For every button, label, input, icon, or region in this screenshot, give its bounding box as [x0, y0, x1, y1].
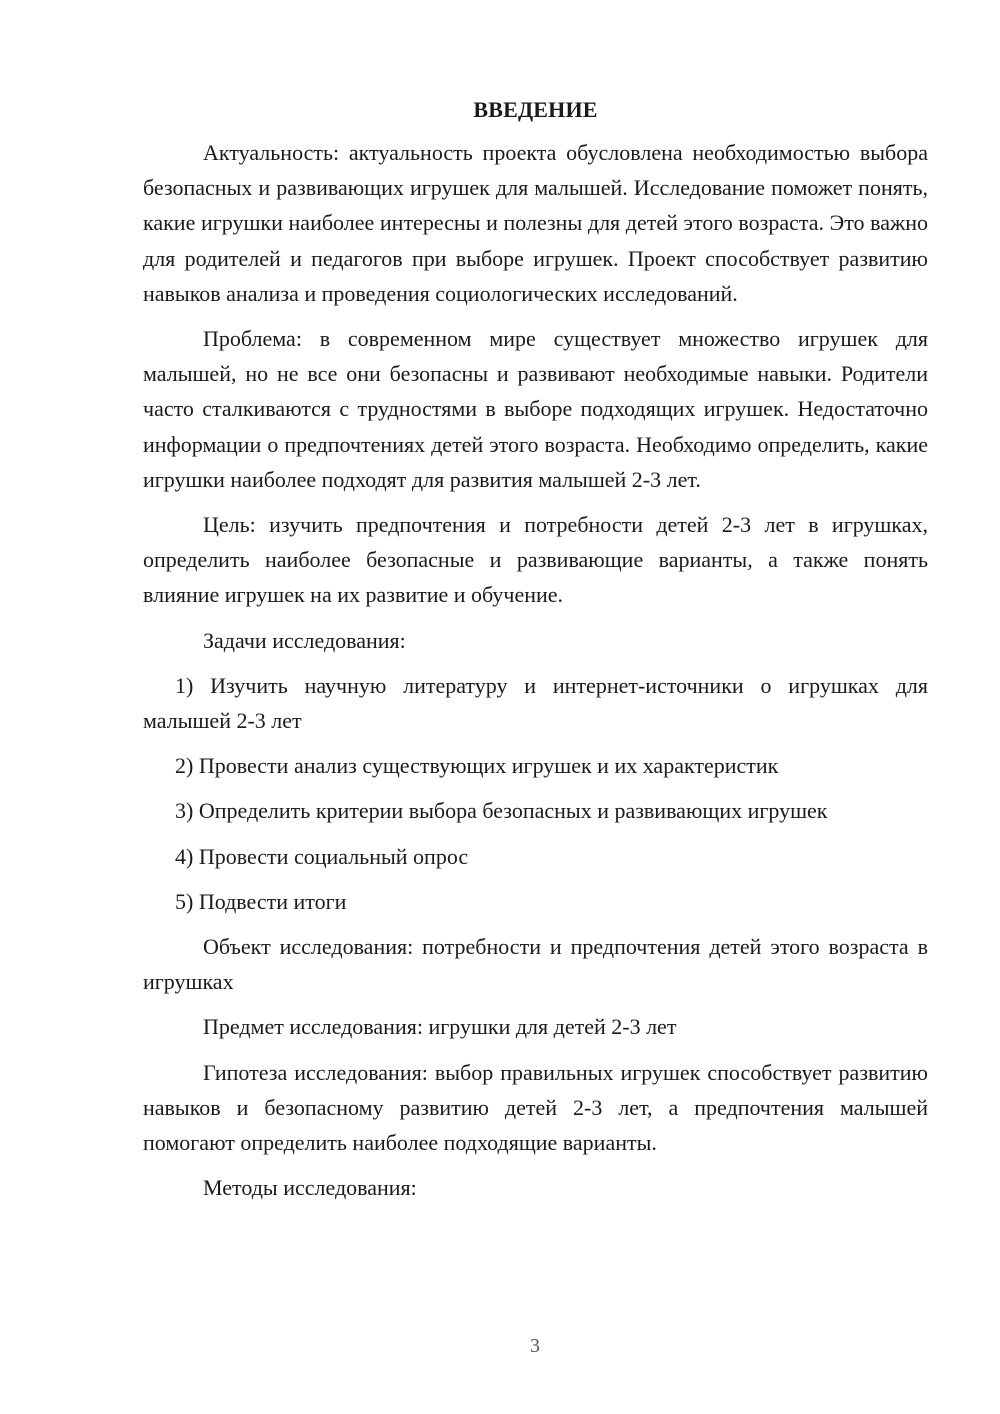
tasks-heading: Задачи исследования: — [203, 627, 406, 653]
task-item-5: 5) Подвести итоги — [175, 888, 347, 914]
task-item-1: 1) Изучить научную литературу и интернет-источники о игрушках для малышей 2-3 лет — [143, 672, 928, 734]
page-number: 3 — [530, 1335, 540, 1357]
methods-heading: Методы исследования: — [203, 1175, 417, 1201]
paragraph-goal: Цель: изучить предпочтения и потребности детей 2-3 лет в игрушках, определить наиболее безопасные и развивающие варианты, а также понять влияние игрушек на их развитие и обучение. — [143, 512, 928, 608]
paragraph-relevance: Актуальность: актуальность проекта обусловлена необходимостью выбора безопасных и развивающих игрушек для малышей. Исследование поможет понять, какие игрушки наиболее интересны и полезны для детей этого возраста. Это важно для родителей и педагогов при выборе игрушек. Проект способствует развитию навыков анализа и проведения социологических исследований. — [143, 140, 928, 306]
section-title: ВВЕДЕНИЕ — [473, 97, 598, 122]
task-item-3: 3) Определить критерии выбора безопасных и развивающих игрушек — [175, 798, 828, 824]
paragraph-problem: Проблема: в современном мире существует множество игрушек для малышей, но не все они безопасны и развивают необходимые навыки. Родители часто сталкиваются с трудностями в выборе подходящих игрушек. Недостаточно информации о предпочтениях детей этого возраста. Необходимо определить, какие игрушки наиболее подходят для развития малышей 2-3 лет. — [143, 326, 928, 492]
paragraph-hypothesis: Гипотеза исследования: выбор правильных игрушек способствует развитию навыков и безопасному развитию детей 2-3 лет, а предпочтения малышей помогают определить наиболее подходящие варианты. — [143, 1059, 928, 1156]
paragraph-object: Объект исследования: потребности и предпочтения детей этого возраста в игрушках — [143, 934, 928, 995]
page-content — [143, 92, 928, 1215]
task-item-2: 2) Провести анализ существующих игрушек и их характеристик — [175, 753, 779, 779]
task-item-4: 4) Провести социальный опрос — [175, 843, 469, 869]
paragraph-subject: Предмет исследования: игрушки для детей 2-3 лет — [203, 1014, 677, 1040]
